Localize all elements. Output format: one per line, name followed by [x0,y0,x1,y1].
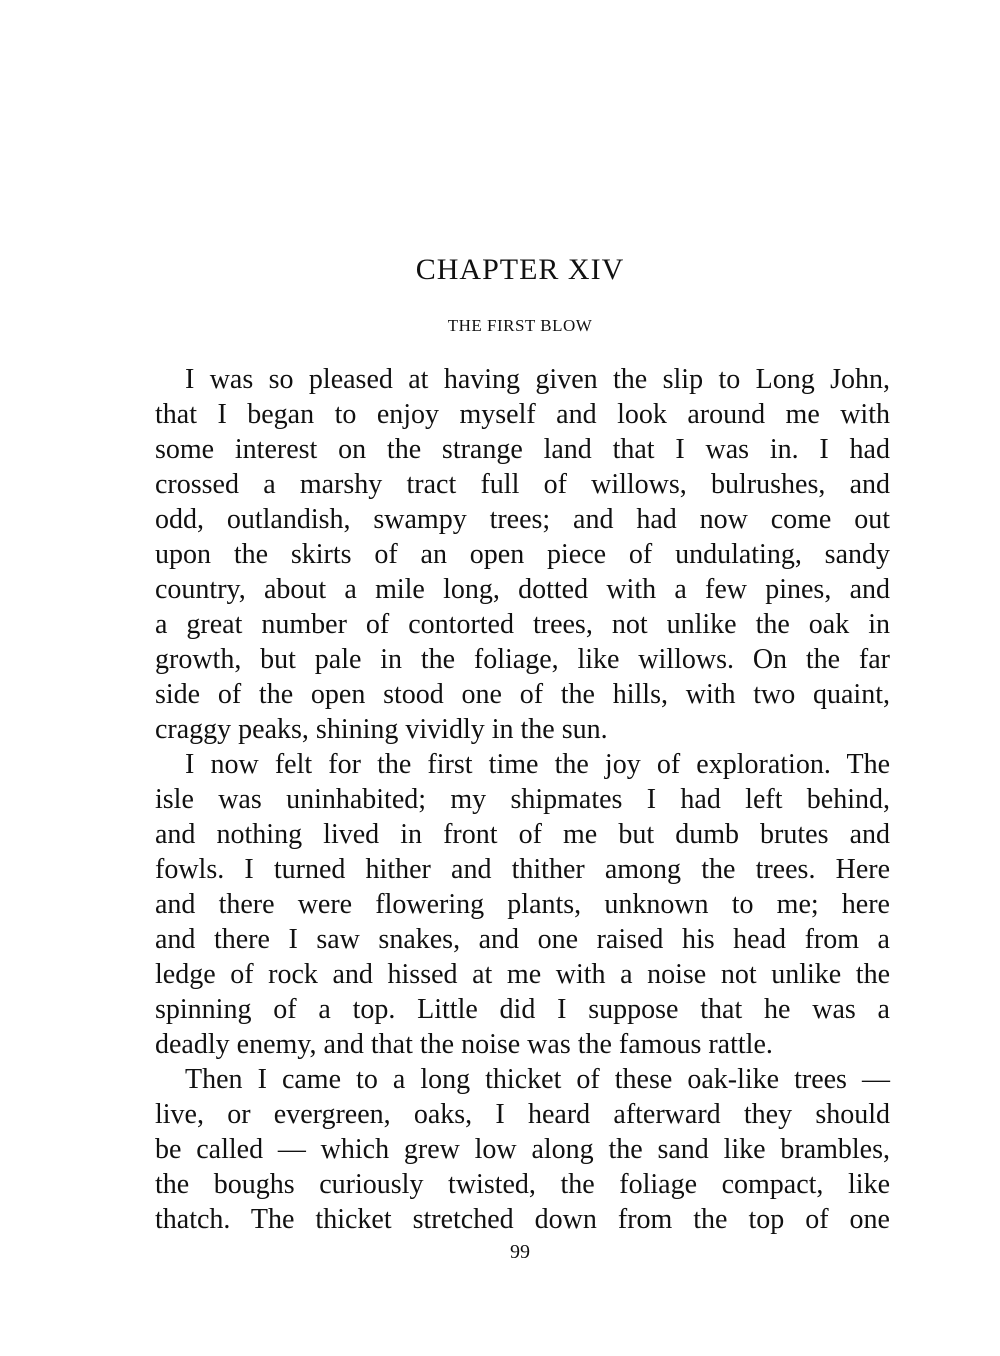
text-line: the boughs curiously twisted, the foliage compact, like [155,1169,890,1200]
text-line: and there were flowering plants, unknown to me; here [155,889,890,920]
paragraph-2 [155,747,890,1062]
page-number: 99 [510,1241,530,1263]
text-line: odd, outlandish, swampy trees; and had now come out [155,504,890,535]
text-line: I now felt for the first time the joy of exploration. The [185,749,890,780]
text-line: Then I came to a long thicket of these oak-like trees — [185,1064,890,1095]
text-line: some interest on the strange land that I was in. I had [155,434,890,465]
text-line: upon the skirts of an open piece of undulating, sandy [155,539,890,570]
text-line: spinning of a top. Little did I suppose that he was a [155,994,890,1025]
text-line: country, about a mile long, dotted with a few pines, and [155,574,890,605]
text-line: a great number of contorted trees, not unlike the oak in [155,609,890,640]
text-line: and there I saw snakes, and one raised his head from a [155,924,890,955]
text-line: craggy peaks, shining vividly in the sun. [155,714,608,745]
text-line: growth, but pale in the foliage, like willows. On the far [155,644,890,675]
text-line: be called — which grew low along the sand like brambles, [155,1134,890,1165]
text-line: side of the open stood one of the hills, with two quaint, [155,679,890,710]
text-line: and nothing lived in front of me but dumb brutes and [155,819,890,850]
text-line: deadly enemy, and that the noise was the famous rattle. [155,1029,773,1060]
text-line: that I began to enjoy myself and look around me with [155,399,890,430]
text-line: isle was uninhabited; my shipmates I had left behind, [155,784,890,815]
paragraph-3 [155,1062,890,1237]
text-line: I was so pleased at having given the slip to Long John, [185,364,890,395]
text-line: crossed a marshy tract full of willows, bulrushes, and [155,469,890,500]
text-line: thatch. The thicket stretched down from the top of one [155,1204,890,1235]
chapter-body [155,362,890,1237]
chapter-number: CHAPTER XIV [415,253,625,286]
chapter-title: THE FIRST BLOW [447,316,593,335]
paragraph-1 [155,362,890,747]
text-line: fowls. I turned hither and thither among the trees. Here [155,854,890,885]
text-line: ledge of rock and hissed at me with a noise not unlike the [155,959,890,990]
text-line: live, or evergreen, oaks, I heard afterward they should [155,1099,890,1130]
